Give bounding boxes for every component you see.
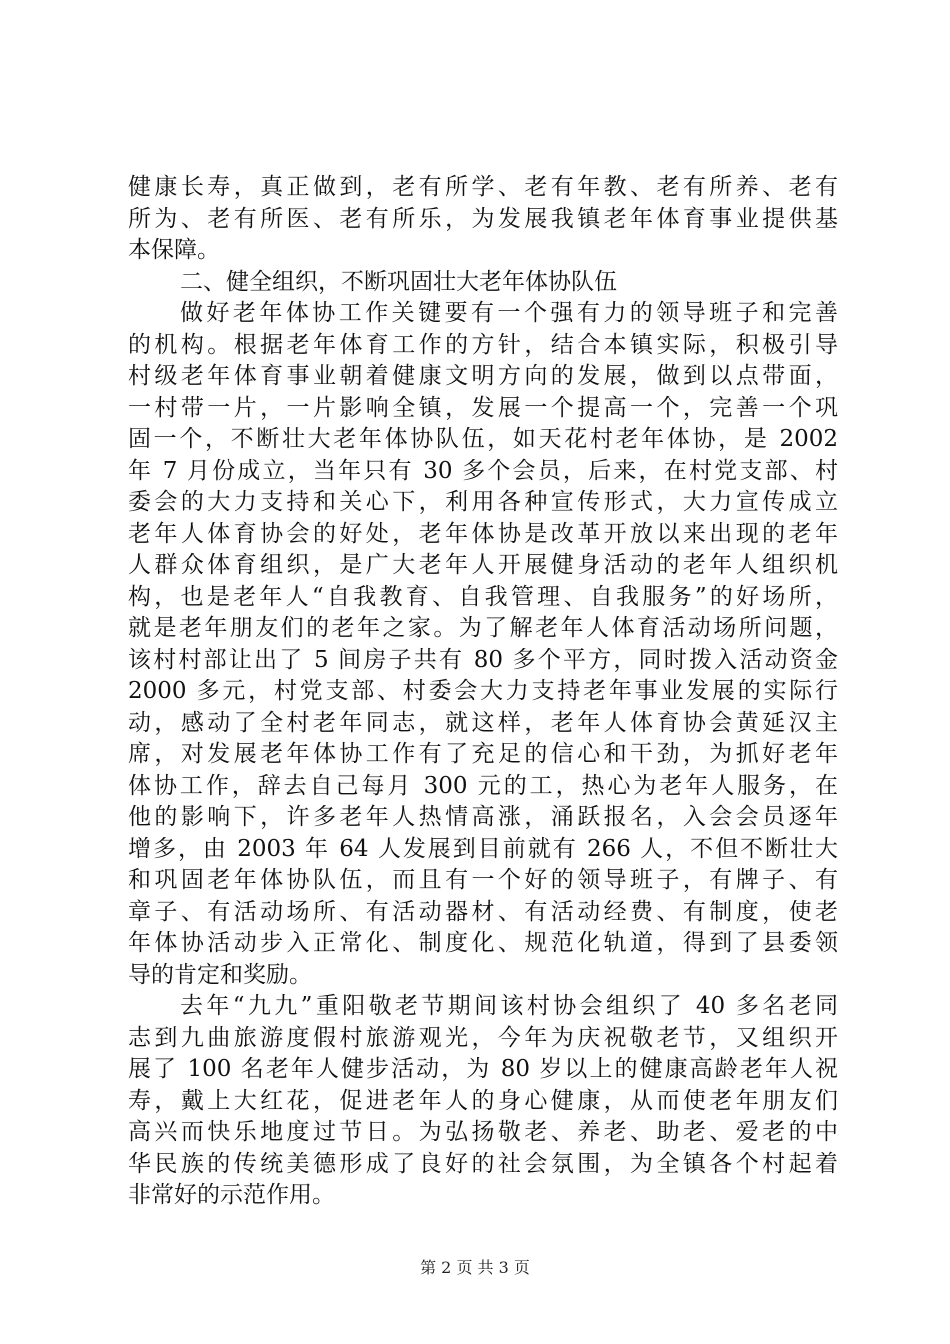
- text-line: 年体协活动步入正常化、制度化、规范化轨道，得到了县委领: [128, 930, 838, 956]
- text-line: 村级老年体育事业朝着健康文明方向的发展，做到以点带面，: [128, 363, 838, 389]
- text-line: 做好老年体协工作关键要有一个强有力的领导班子和完善: [180, 300, 838, 326]
- text-line: 体协工作，辞去自己每月 300 元的工，热心为老年人服务，在: [128, 772, 838, 799]
- page-number-footer: 第 2 页 共 3 页: [420, 1258, 530, 1277]
- text-line: 所为、老有所医、老有所乐，为发展我镇老年体育事业提供基: [128, 205, 838, 232]
- text-line: 委会的大力支持和关心下，利用各种宣传形式，大力宣传成立: [128, 489, 838, 515]
- text-line: 他的影响下，许多老年人热情高涨，涌跃报名，入会会员逐年: [128, 804, 838, 830]
- text-line: 动，感动了全村老年同志，就这样，老年人体育协会黄延汉主: [128, 709, 838, 736]
- text-line: 该村村部让出了 5 间房子共有 80 多个平方，同时拨入活动资金: [128, 646, 838, 673]
- text-line: 就是老年朋友们的老年之家。为了解老年人体育活动场所问题，: [128, 615, 838, 641]
- text-line: 展了 100 名老年人健步活动，为 80 岁以上的健康高龄老年人祝: [128, 1056, 838, 1082]
- text-line: 寿，戴上大红花，促进老年人的身心健康，从而使老年朋友们: [128, 1087, 838, 1114]
- text-line: 的机构。根据老年体育工作的方针，结合本镇实际，积极引导: [128, 331, 838, 358]
- text-line: 去年“九九”重阳敬老节期间该村协会组织了 40 多名老同: [180, 993, 838, 1019]
- text-line: 增多，由 2003 年 64 人发展到目前就有 266 人，不但不断壮大: [128, 835, 838, 862]
- section-heading: 二、健全组织，不断巩固壮大老年体协队伍: [180, 268, 617, 295]
- text-line: 章子、有活动场所、有活动器材、有活动经费、有制度，使老: [128, 898, 838, 925]
- text-line: 健康长寿，真正做到，老有所学、老有年教、老有所养、老有: [128, 174, 838, 200]
- text-line: 本保障。: [128, 237, 220, 263]
- text-line: 高兴而快乐地度过节日。为弘扬敬老、养老、助老、爱老的中: [128, 1119, 838, 1145]
- text-line: 非常好的示范作用。: [128, 1182, 335, 1208]
- paragraph-final: [128, 991, 838, 1212]
- text-line: 志到九曲旅游度假村旅游观光，今年为庆祝敬老节，又组织开: [128, 1024, 838, 1051]
- text-line: 年 7 月份成立，当年只有 30 多个会员，后来，在村党支部、村: [128, 457, 838, 484]
- text-line: 一村带一片，一片影响全镇，发展一个提高一个，完善一个巩: [128, 394, 838, 421]
- text-line: 人群众体育组织，是广大老年人开展健身活动的老年人组织机: [128, 552, 838, 578]
- text-line: 固一个，不断壮大老年体协队伍，如天花村老年体协，是 2002: [128, 426, 838, 452]
- paragraph-intro: [128, 172, 838, 267]
- text-line: 构，也是老年人“自我教育、自我管理、自我服务”的好场所，: [128, 583, 838, 610]
- text-line: 席，对发展老年体协工作有了充足的信心和干劲，为抓好老年: [128, 741, 838, 767]
- text-line: 老年人体育协会的好处，老年体协是改革开放以来出现的老年: [128, 520, 838, 547]
- text-line: 和巩固老年体协队伍，而且有一个好的领导班子，有牌子、有: [128, 867, 838, 893]
- document-body: [128, 172, 838, 1212]
- text-line: 导的肯定和奖励。: [128, 961, 312, 988]
- text-line: 2000 多元，村党支部、村委会大力支持老年事业发展的实际行: [128, 678, 838, 704]
- paragraph-main: [128, 298, 838, 991]
- text-line: 华民族的传统美德形成了良好的社会氛围，为全镇各个村起着: [128, 1150, 838, 1177]
